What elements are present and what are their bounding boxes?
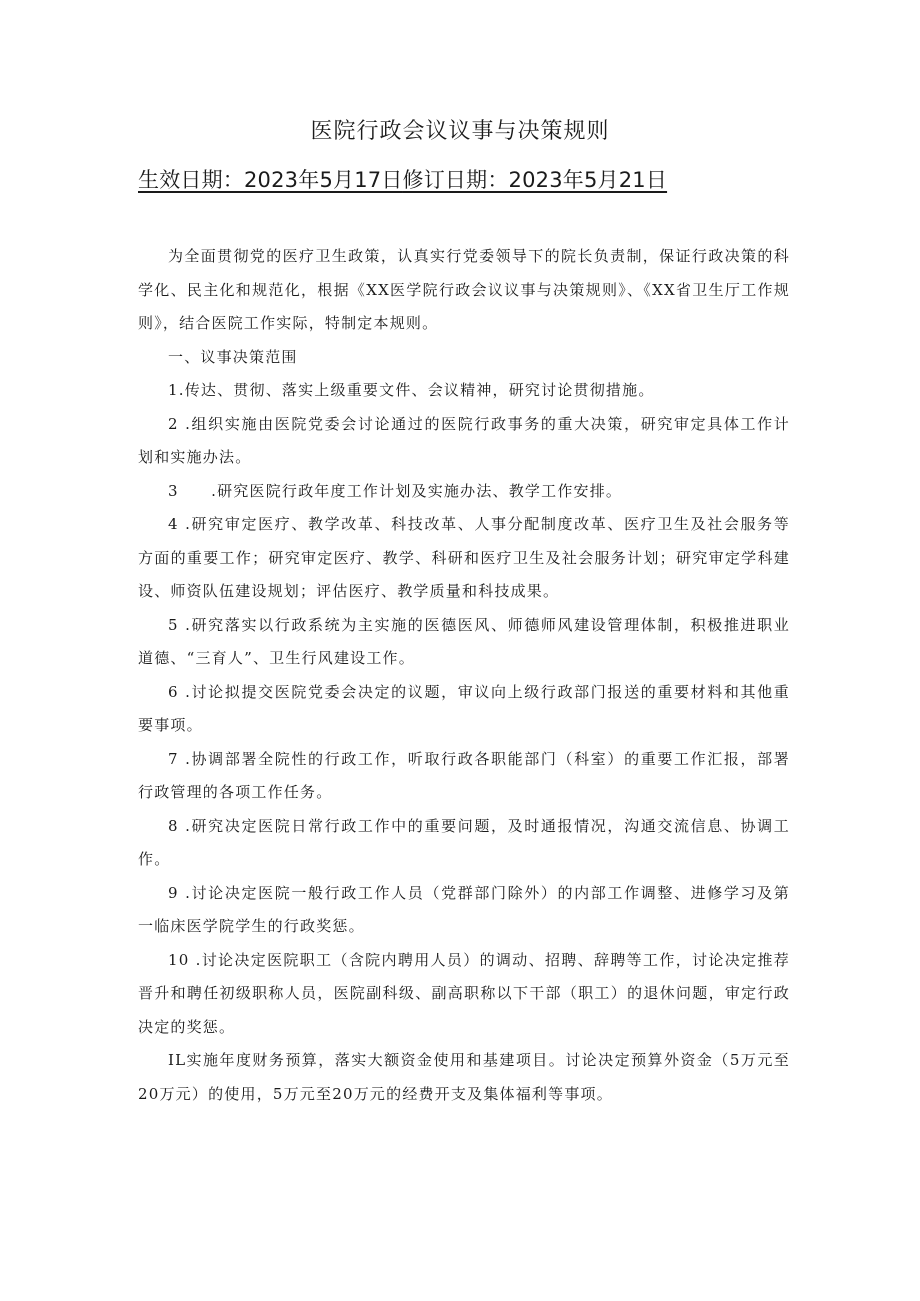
- list-item: 3 .研究医院行政年度工作计划及实施办法、教学工作安排。: [168, 481, 623, 500]
- list-item: 9 .讨论决定医院一般行政工作人员（党群部门除外）的内部工作调整、进修学习及第一临床医学院学生的行政奖惩。: [138, 883, 790, 935]
- document-body: [138, 240, 790, 1111]
- list-item: 5 .研究落实以行政系统为主实施的医德医风、师德师风建设管理体制，积极推进职业道德、“三育人”、卫生行风建设工作。: [138, 615, 790, 667]
- list-item: 10 .讨论决定医院职工（含院内聘用人员）的调动、招聘、辞聘等工作，讨论决定推荐晋升和聘任初级职称人员，医院副科级、副高职称以下干部（职工）的退休问题，审定行政决定的奖惩。: [138, 950, 790, 1036]
- effective-date: 生效日期：2023年5月17日: [138, 168, 403, 192]
- list-item: 2 .组织实施由医院党委会讨论通过的医院行政事务的重大决策，研究审定具体工作计划和实施办法。: [138, 414, 790, 466]
- list-item: IL实施年度财务预算，落实大额资金使用和基建项目。讨论决定预算外资金（5万元至20万元）的使用，5万元至20万元的经费开支及集体福利等事项。: [138, 1051, 790, 1103]
- date-line: [138, 164, 818, 194]
- section-heading: 一、议事决策范围: [168, 347, 298, 366]
- revision-date: 修订日期：2023年5月21日: [402, 168, 668, 192]
- list-item: 4 .研究审定医疗、教学改革、科技改革、人事分配制度改革、医疗卫生及社会服务等方面的重要工作；研究审定医疗、教学、科研和医疗卫生及社会服务计划；研究审定学科建设、师资队伍建设规划；评估医疗、教学质量和科技成果。: [138, 515, 790, 600]
- list-item: 1.传达、贯彻、落实上级重要文件、会议精神，研究讨论贯彻措施。: [168, 381, 655, 399]
- document-title: 医院行政会议议事与决策规则: [310, 119, 610, 144]
- intro-paragraph: 为全面贯彻党的医疗卫生政策，认真实行党委领导下的院长负责制，保证行政决策的科学化、民主化和规范化，根据《XX医学院行政会议议事与决策规则》、《XX省卫生厅工作规则》，结合医院工作实际，特制定本规则。: [138, 247, 790, 332]
- list-item: 8 .研究决定医院日常行政工作中的重要问题，及时通报情况，沟通交流信息、协调工作。: [138, 816, 790, 868]
- list-item: 7 .协调部署全院性的行政工作，听取行政各职能部门（科室）的重要工作汇报，部署行政管理的各项工作任务。: [138, 749, 790, 801]
- list-item: 6 .讨论拟提交医院党委会决定的议题，审议向上级行政部门报送的重要材料和其他重要事项。: [138, 682, 790, 734]
